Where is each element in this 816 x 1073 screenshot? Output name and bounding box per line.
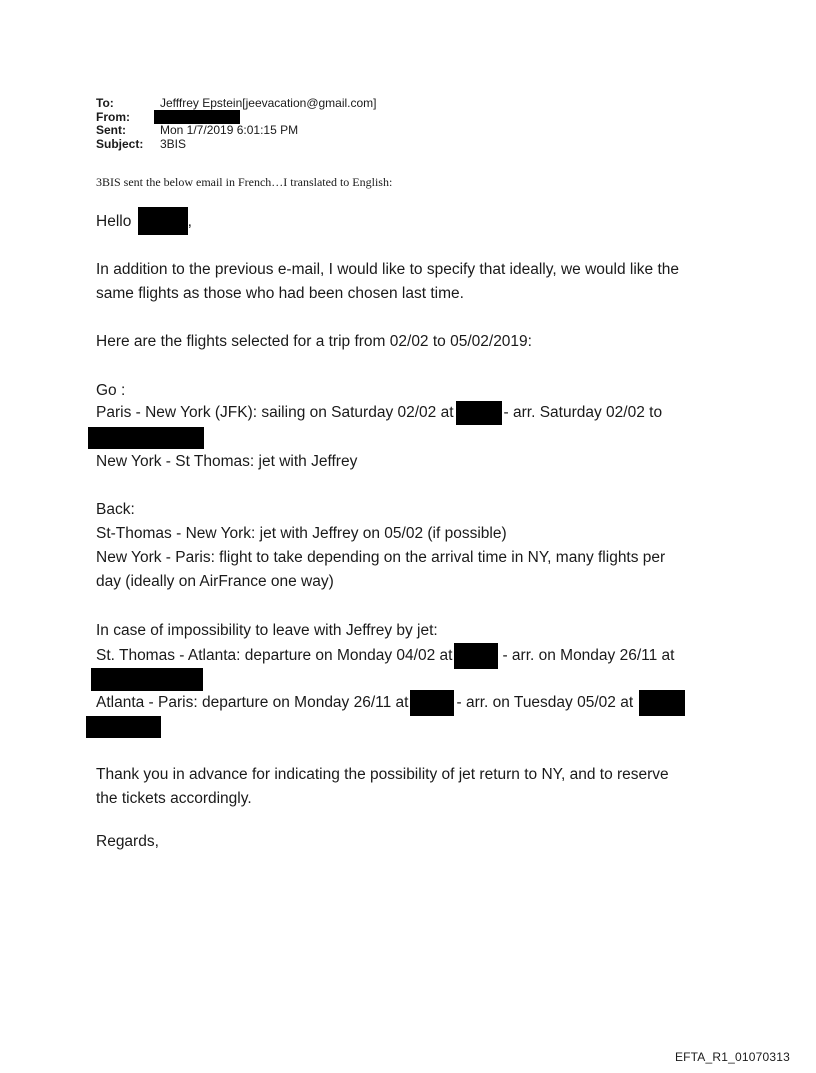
- redaction-box: [456, 401, 502, 425]
- sent-value: Mon 1/7/2019 6:01:15 PM: [160, 123, 299, 137]
- from-label: From:: [96, 109, 130, 124]
- alt-heading: In case of impossibility to leave with Jeffrey by jet:: [96, 622, 438, 639]
- alt-line1: [96, 643, 674, 669]
- thanks-line2: the tickets accordingly.: [96, 790, 252, 807]
- redaction-box: [88, 427, 204, 449]
- go-line1-end: - arr. Saturday 02/02 to: [503, 404, 663, 422]
- go-line1: [96, 401, 662, 425]
- alt-line2-end: - arr. on Tuesday 05/02 at: [456, 694, 634, 712]
- alt-line2-start: Atlanta - Paris: departure on Monday 26/11 at: [96, 694, 409, 712]
- go-line1-start: Paris - New York (JFK): sailing on Saturday 02/02 at: [96, 404, 454, 422]
- back-line3: day (ideally on AirFrance one way): [96, 573, 334, 590]
- alt-line1-end: - arr. on Monday 26/11 at: [502, 647, 675, 665]
- sent-row: [96, 124, 377, 138]
- closing-text: Regards,: [96, 833, 159, 850]
- redaction-box: [86, 716, 161, 738]
- go-heading: Go :: [96, 382, 126, 399]
- back-heading: Back:: [96, 501, 135, 518]
- from-row: [96, 111, 377, 125]
- subject-label: Subject:: [96, 136, 144, 151]
- from-value: [160, 111, 240, 125]
- redaction-box: [91, 668, 203, 691]
- to-row: [96, 97, 377, 111]
- greeting-text: Hello: [96, 213, 132, 231]
- para1-line1: In addition to the previous e-mail, I would like to specify that ideally, we would like the: [96, 261, 679, 278]
- subject-value: 3BIS: [160, 136, 187, 151]
- sent-label: Sent:: [96, 123, 126, 137]
- redaction-box: [454, 643, 498, 669]
- greeting-line: [96, 209, 192, 235]
- para2-text: Here are the flights selected for a trip from 02/02 to 05/02/2019:: [96, 333, 532, 350]
- redaction-box: [410, 690, 454, 716]
- alt-line1-start: St. Thomas - Atlanta: departure on Monday 04/02 at: [96, 647, 453, 665]
- back-line2: New York - Paris: flight to take depending on the arrival time in NY, many flights per: [96, 549, 666, 566]
- redaction-box: [154, 110, 240, 124]
- greeting-tail: ,: [187, 213, 192, 231]
- subject-row: [96, 138, 377, 152]
- email-header: [96, 97, 377, 151]
- document-id: EFTA_R1_01070313: [674, 1050, 790, 1064]
- to-label: To:: [96, 96, 114, 110]
- thanks-line1: Thank you in advance for indicating the possibility of jet return to NY, and to reserve: [96, 766, 669, 783]
- back-line1: St-Thomas - New York: jet with Jeffrey on 05/02 (if possible): [96, 525, 507, 542]
- translator-note: 3BIS sent the below email in French…I translated to English:: [96, 175, 393, 189]
- redaction-box: [138, 207, 188, 235]
- go-line2: New York - St Thomas: jet with Jeffrey: [96, 453, 358, 470]
- para1-line2: same flights as those who had been chosen last time.: [96, 285, 464, 302]
- to-value: Jefffrey Epstein[jeevacation@gmail.com]: [160, 96, 377, 110]
- alt-line2: [96, 690, 685, 716]
- redaction-box: [639, 690, 685, 716]
